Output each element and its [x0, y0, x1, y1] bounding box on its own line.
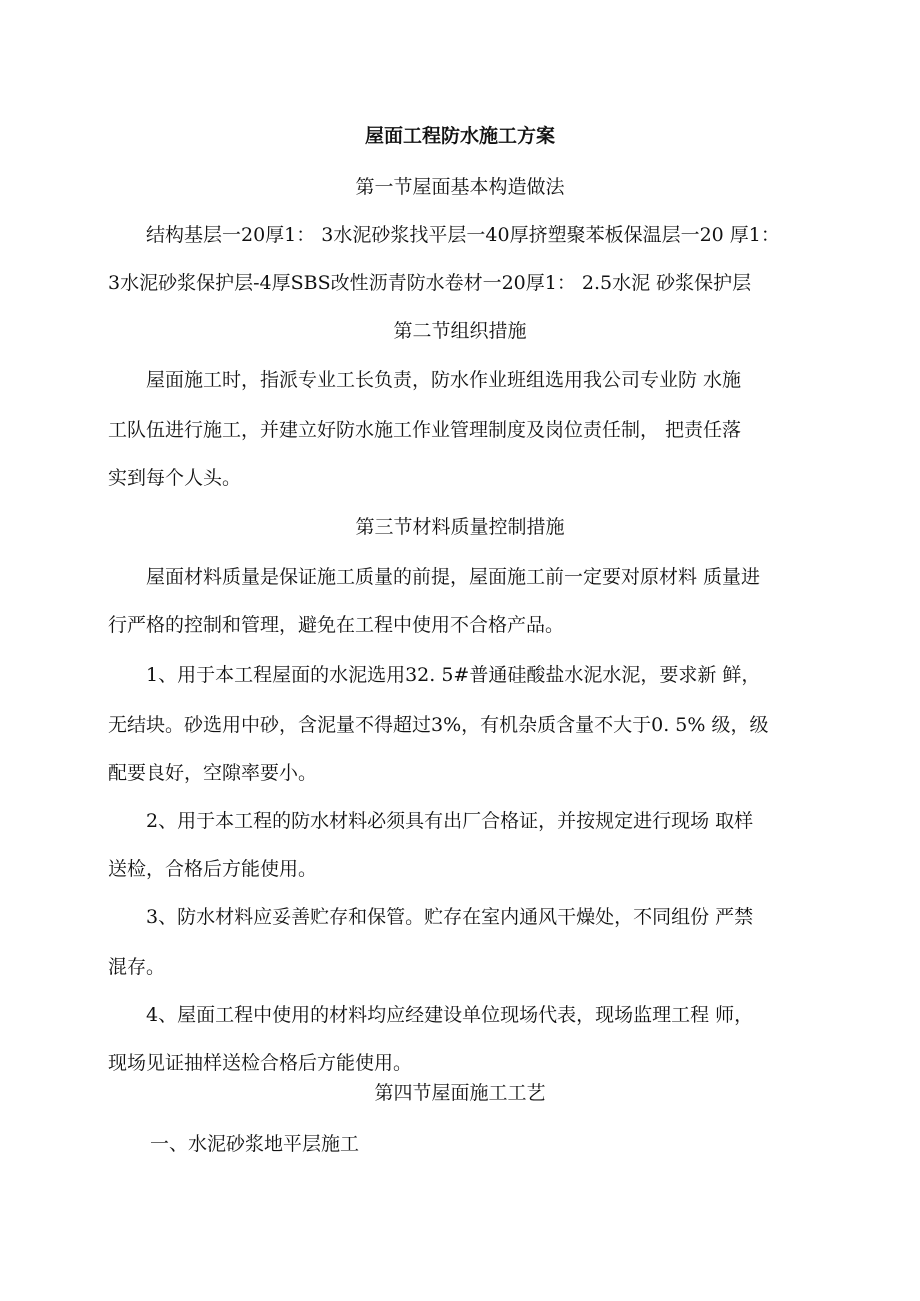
- section-3-heading: 第三节材料质量控制措施: [355, 516, 565, 538]
- item-2-line: 送检，合格后方能使用。: [108, 858, 318, 880]
- item-3-line: 3、防水材料应妥善贮存和保管。贮存在室内通风干燥处，不同组份 严禁: [146, 906, 754, 928]
- document-title: 屋面工程防水施工方案: [364, 125, 555, 147]
- item-1-line: 1、用于本工程屋面的水泥选用32. 5#普通硅酸盐水泥水泥，要求新 鲜，: [146, 664, 761, 686]
- section-4-subheading: 一、水泥砂浆地平层施工: [150, 1133, 360, 1155]
- item-3-line: 混存。: [108, 956, 166, 978]
- section-2-heading: 第二节组织措施: [393, 320, 527, 342]
- section-1-line: 结构基层一20厚1： 3水泥砂浆找平层一40厚挤塑聚苯板保温层一20 厚1：: [146, 224, 780, 246]
- item-1-line: 配要良好，空隙率要小。: [108, 762, 318, 784]
- item-1-line: 无结块。砂选用中砂，含泥量不得超过3%，有机杂质含量不大于0. 5% 级，级: [108, 714, 769, 736]
- section-3-intro-line: 屋面材料质量是保证施工质量的前提，屋面施工前一定要对原材料 质量进: [146, 566, 761, 588]
- section-4-heading: 第四节屋面施工工艺: [374, 1082, 546, 1104]
- item-4-line: 4、屋面工程中使用的材料均应经建设单位现场代表，现场监理工程 师，: [146, 1004, 754, 1026]
- section-2-line: 工队伍进行施工，并建立好防水施工作业管理制度及岗位责任制， 把责任落: [108, 419, 742, 441]
- item-4-line: 现场见证抽样送检合格后方能使用。: [108, 1052, 413, 1074]
- item-2-line: 2、用于本工程的防水材料必须具有出厂合格证，并按规定进行现场 取样: [146, 810, 754, 832]
- section-1-line: 3水泥砂浆保护层-4厚SBS改性沥青防水卷材一20厚1： 2.5水泥 砂浆保护层: [108, 272, 752, 294]
- section-3-intro-line: 行严格的控制和管理，避免在工程中使用不合格产品。: [108, 614, 565, 636]
- section-2-line: 实到每个人头。: [108, 467, 242, 489]
- section-1-heading: 第一节屋面基本构造做法: [355, 176, 565, 198]
- section-2-line: 屋面施工时，指派专业工长负责，防水作业班组选用我公司专业防 水施: [146, 369, 742, 391]
